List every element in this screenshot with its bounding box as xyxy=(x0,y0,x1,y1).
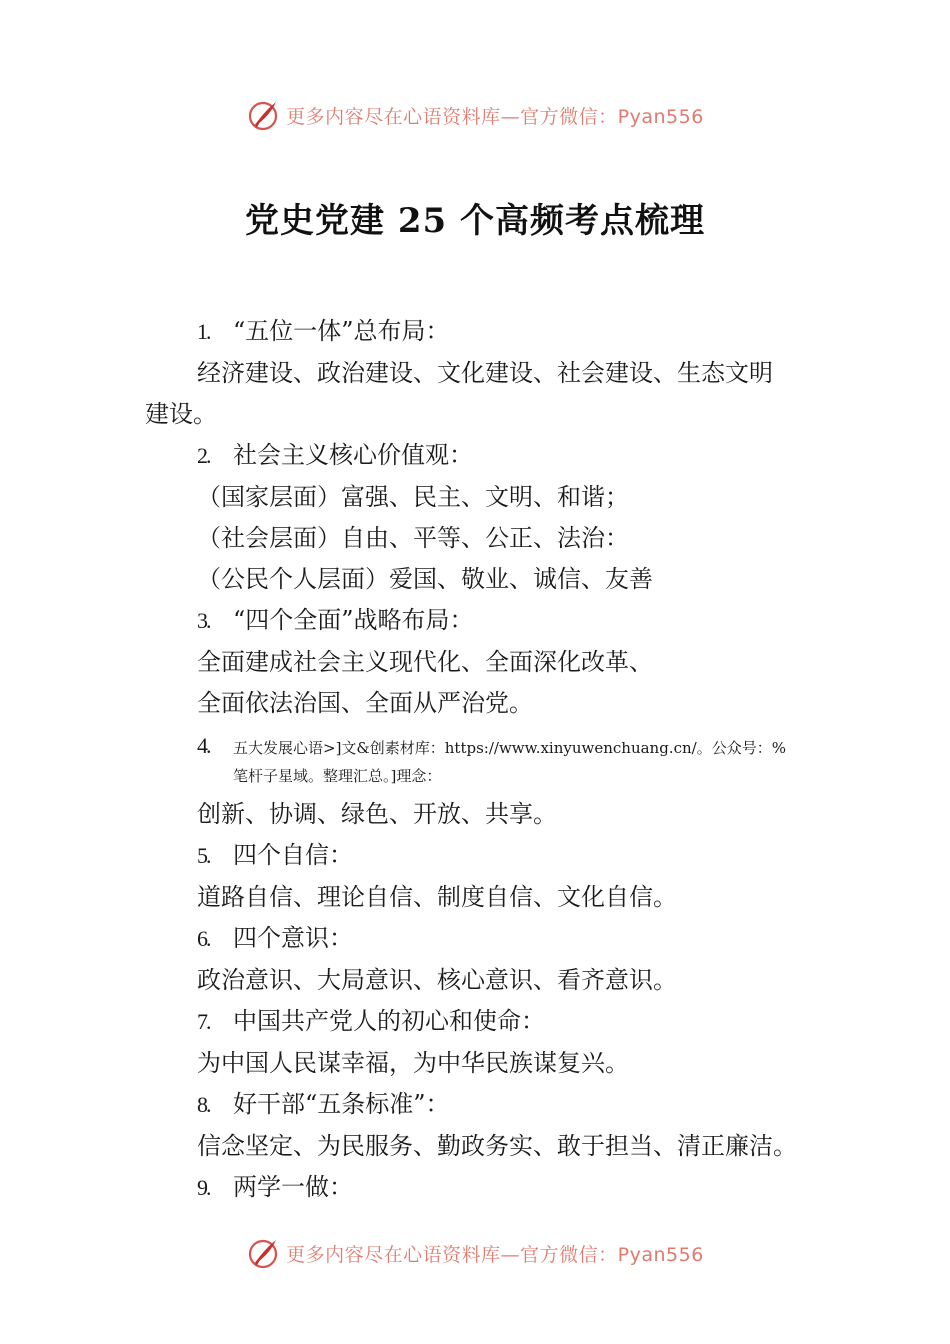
page-title: 党史党建 25 个高频考点梳理 xyxy=(245,201,705,241)
list-item-heading: 1. “五位一体”总布局： xyxy=(197,317,450,345)
list-item-heading: 2. 社会主义核心价值观： xyxy=(197,441,473,469)
quill-pen-logo-icon xyxy=(246,1236,280,1270)
list-item-text: 信念坚定、为民服务、勤政务实、敢于担当、清正廉洁。 xyxy=(197,1132,797,1160)
list-item-heading: 8. 好干部“五条标准”： xyxy=(197,1090,450,1118)
list-item-heading: 7. 中国共产党人的初心和使命： xyxy=(197,1007,545,1035)
document-body xyxy=(145,311,835,1209)
banner-text: 更多内容尽在心语资料库—官方微信： xyxy=(286,1243,618,1266)
list-item-text: 全面依法治国、全面从严治党。 xyxy=(197,689,533,717)
header-banner xyxy=(0,95,950,135)
wechat-id: Pyan556 xyxy=(617,105,704,128)
list-item-heading: 4. 五大发展心语>]文&创素材库：https://www.xinyuwenchuang.cn/。公众号：% xyxy=(197,733,786,758)
list-item-text: 建设。 xyxy=(145,400,217,428)
list-item-heading: 5. 四个自信： xyxy=(197,841,353,869)
list-item-text: （公民个人层面）爱国、敬业、诚信、友善 xyxy=(197,565,653,593)
list-item-text: 创新、协调、绿色、开放、共享。 xyxy=(197,800,557,828)
banner-text: 更多内容尽在心语资料库—官方微信： xyxy=(286,105,618,128)
list-item-heading-continuation: 笔杆子星域。整理汇总。]理念： xyxy=(233,767,442,785)
quill-pen-logo-icon xyxy=(246,98,280,132)
list-item-text: 政治意识、大局意识、核心意识、看齐意识。 xyxy=(197,966,677,994)
list-item-text: （国家层面）富强、民主、文明、和谐； xyxy=(197,483,629,511)
list-item-text: 道路自信、理论自信、制度自信、文化自信。 xyxy=(197,883,677,911)
list-item-heading: 9. 两学一做： xyxy=(197,1173,353,1201)
wechat-id: Pyan556 xyxy=(617,1243,704,1266)
list-item-heading: 6. 四个意识： xyxy=(197,924,353,952)
list-item-text: 全面建成社会主义现代化、全面深化改革、 xyxy=(197,648,653,676)
list-item-heading: 3. “四个全面”战略布局： xyxy=(197,606,474,634)
footer-banner xyxy=(0,1233,950,1273)
list-item-text: 经济建设、政治建设、文化建设、社会建设、生态文明 xyxy=(197,359,773,387)
list-item-text: 为中国人民谋幸福，为中华民族谋复兴。 xyxy=(197,1049,629,1077)
list-item-text: （社会层面）自由、平等、公正、法治： xyxy=(197,524,629,552)
